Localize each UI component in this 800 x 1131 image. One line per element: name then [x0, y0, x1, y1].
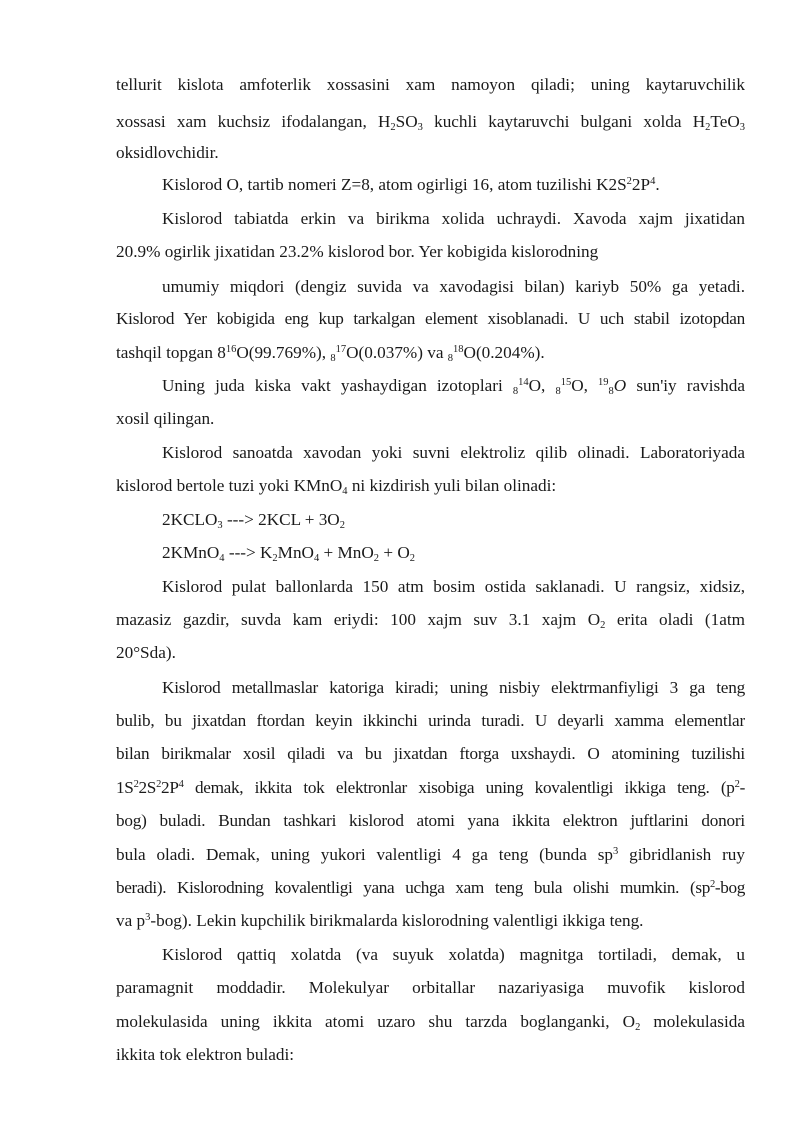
text-run: bilan birikmalar xosil qiladi va bu jixatdan ftorga uxshaydi. O atomining tuzilishi: [116, 744, 745, 763]
text-run: Kislorod tabiatda erkin va birikma xolida uchraydi. Xavoda xajm jixatidan: [162, 209, 745, 228]
text-run: TeO: [710, 112, 740, 131]
text-run: .: [655, 175, 660, 194]
text-line: [116, 308, 745, 330]
text-run: 20°Sda).: [116, 643, 176, 662]
text-line: [162, 677, 745, 699]
italic-symbol: O: [613, 376, 627, 395]
text-line: [116, 142, 745, 164]
text-run: beradi). Kislorodning kovalentligi yana uchga xam teng bula olishi mumkin. (sp: [116, 878, 710, 897]
text-line: [162, 208, 745, 230]
subscript: 2: [339, 520, 345, 531]
superscript: 15: [560, 377, 572, 388]
text-line: [116, 74, 745, 96]
text-run: 2KMnO: [162, 543, 220, 562]
text-run: gibridlanish ruy: [618, 845, 745, 864]
superscript: 18: [453, 344, 464, 355]
text-line: [116, 743, 745, 765]
subscript: 8: [555, 386, 561, 397]
superscript: 3: [145, 912, 151, 923]
text-run: O(0.037%) va: [346, 343, 448, 362]
text-line: [116, 475, 745, 497]
subscript: 2: [272, 553, 278, 564]
text-run: erita oladi (1atm: [605, 610, 745, 629]
superscript: 2: [156, 779, 162, 790]
subscript: 8: [608, 386, 614, 397]
subscript: 4: [219, 553, 225, 564]
text-run: Kislorod sanoatda xavodan yoki suvni elektroliz qilib olinadi. Laboratoriyada: [162, 443, 745, 462]
text-line: [116, 408, 745, 430]
text-run: Kislorod pulat ballonlarda 150 atm bosim ostida saklanadi. U rangsiz, xidsiz,: [162, 577, 745, 596]
text-run: 2S: [138, 778, 157, 797]
subscript: 2: [600, 620, 606, 631]
text-run: xossasi xam kuchsiz ifodalangan, H: [116, 112, 391, 131]
superscript: 2: [626, 176, 632, 187]
text-run: va p: [116, 911, 146, 930]
text-line: [116, 1011, 745, 1033]
text-run: paramagnit moddadir. Molekulyar orbitallar nazariyasiga muvofik kislorod: [116, 978, 745, 997]
text-run: O,: [528, 376, 556, 395]
text-run: oksidlovchidir.: [116, 143, 219, 162]
text-run: -bog: [714, 878, 745, 897]
equation-line: [162, 542, 745, 564]
subscript: 2: [635, 1022, 641, 1033]
text-run: molekulasida uning ikkita atomi uzaro shu tarzda boglanganki, O: [116, 1012, 636, 1031]
equation-line: [162, 509, 745, 531]
text-line: [116, 910, 745, 932]
text-run: ikkita tok elektron buladi:: [116, 1045, 295, 1064]
superscript: 17: [335, 344, 347, 355]
text-run: mazasiz gazdir, suvda kam eriydi: 100 xajm suv 3.1 xajm O: [116, 610, 601, 629]
text-run: xosil qilingan.: [116, 409, 215, 428]
text-run: 1S: [116, 778, 134, 797]
text-line: [116, 877, 745, 899]
text-line: [116, 844, 745, 866]
subscript: 2: [390, 122, 396, 133]
text-line: [162, 375, 745, 397]
text-run: 2P: [631, 175, 651, 194]
superscript: 19: [598, 377, 609, 388]
text-run: demak, ikkita tok elektronlar xisobiga uning kovalentligi ikkiga teng. (p: [183, 778, 735, 797]
subscript: 2: [409, 553, 415, 564]
subscript: 3: [739, 122, 745, 133]
text-line: [116, 777, 745, 799]
superscript: 2: [709, 879, 715, 890]
superscript: 2: [734, 779, 740, 790]
text-run: sun'iy ravishda: [626, 376, 745, 395]
subscript: 2: [373, 553, 380, 564]
text-run: bulib, bu jixatdan ftordan keyin ikkinchi urinda turadi. U deyarli xamma elementlar: [116, 711, 745, 730]
text-run: O(0.204%).: [463, 343, 545, 362]
text-run: Kislorod O, tartib nomeri Z=8, atom ogirligi 16, atom tuzilishi K2S: [162, 175, 627, 194]
text-line: [162, 944, 745, 966]
text-run: bog) buladi. Bundan tashkari kislorod atomi yana ikkita elektron juftlarini donori: [116, 811, 745, 830]
text-run: + MnO: [319, 543, 374, 562]
text-run: 2KCLO: [162, 510, 218, 529]
text-line: [162, 174, 745, 196]
superscript: 14: [518, 377, 529, 388]
text-line: [116, 609, 745, 631]
subscript: 4: [313, 553, 320, 564]
subscript: 3: [417, 122, 423, 133]
superscript: 4: [650, 176, 656, 187]
text-line: [162, 576, 745, 598]
text-line: [116, 111, 745, 133]
superscript: 3: [613, 846, 619, 857]
text-run: MnO: [277, 543, 314, 562]
superscript: 2: [133, 779, 139, 790]
text-run: tellurit kislota amfoterlik xossasini xam namoyon qiladi; uning kaytaruvchilik: [116, 75, 745, 94]
text-run: kislorod bertole tuzi yoki KMnO: [116, 476, 343, 495]
text-run: -bog). Lekin kupchilik birikmalarda kislorodning valentligi ikkiga teng.: [150, 911, 644, 930]
text-line: [116, 810, 745, 832]
text-line: [162, 442, 745, 464]
text-run: -: [739, 778, 745, 797]
text-line: [116, 1044, 745, 1066]
text-run: O(99.769%),: [236, 343, 331, 362]
text-run: + O: [379, 543, 410, 562]
text-run: molekulasida: [640, 1012, 745, 1031]
subscript: 8: [512, 386, 519, 397]
subscript: 8: [330, 353, 336, 364]
text-run: umumiy miqdori (dengiz suvida va xavodagisi bilan) kariyb 50% ga yetadi.: [162, 277, 745, 296]
subscript: 4: [342, 486, 348, 497]
text-line: [116, 642, 745, 664]
subscript: 2: [705, 122, 711, 133]
text-line: [116, 977, 745, 999]
text-run: Uning juda kiska vakt yashaydigan izotoplari: [162, 376, 513, 395]
text-run: Kislorod Yer kobigida eng kup tarkalgan element xisoblanadi. U uch stabil izotopdan: [116, 309, 745, 328]
subscript: 3: [217, 520, 223, 531]
text-run: O,: [571, 376, 599, 395]
text-run: tashqil topgan 8: [116, 343, 226, 362]
text-line: [162, 276, 745, 298]
text-line: [116, 241, 745, 263]
text-run: ni kizdirish yuli bilan olinadi:: [347, 476, 557, 495]
superscript: 16: [225, 344, 237, 355]
text-run: Kislorod qattiq xolatda (va suyuk xolatda) magnitga tortiladi, demak, u: [162, 945, 745, 964]
subscript: 8: [447, 353, 454, 364]
superscript: 4: [178, 779, 184, 790]
text-run: Kislorod metallmaslar katoriga kiradi; uning nisbiy elektrmanfiyligi 3 ga teng: [162, 678, 745, 697]
text-line: [116, 342, 745, 364]
text-run: bula oladi. Demak, uning yukori valentligi 4 ga teng (bunda sp: [116, 845, 614, 864]
text-run: 2P: [161, 778, 179, 797]
text-line: [116, 710, 745, 732]
text-run: ---> 2KCL + 3O: [222, 510, 340, 529]
text-run: ---> K: [224, 543, 273, 562]
text-run: SO: [395, 112, 418, 131]
text-run: kuchli kaytaruvchi bulgani xolda H: [422, 112, 706, 131]
text-run: 20.9% ogirlik jixatidan 23.2% kislorod bor. Yer kobigida kislorodning: [116, 242, 599, 261]
